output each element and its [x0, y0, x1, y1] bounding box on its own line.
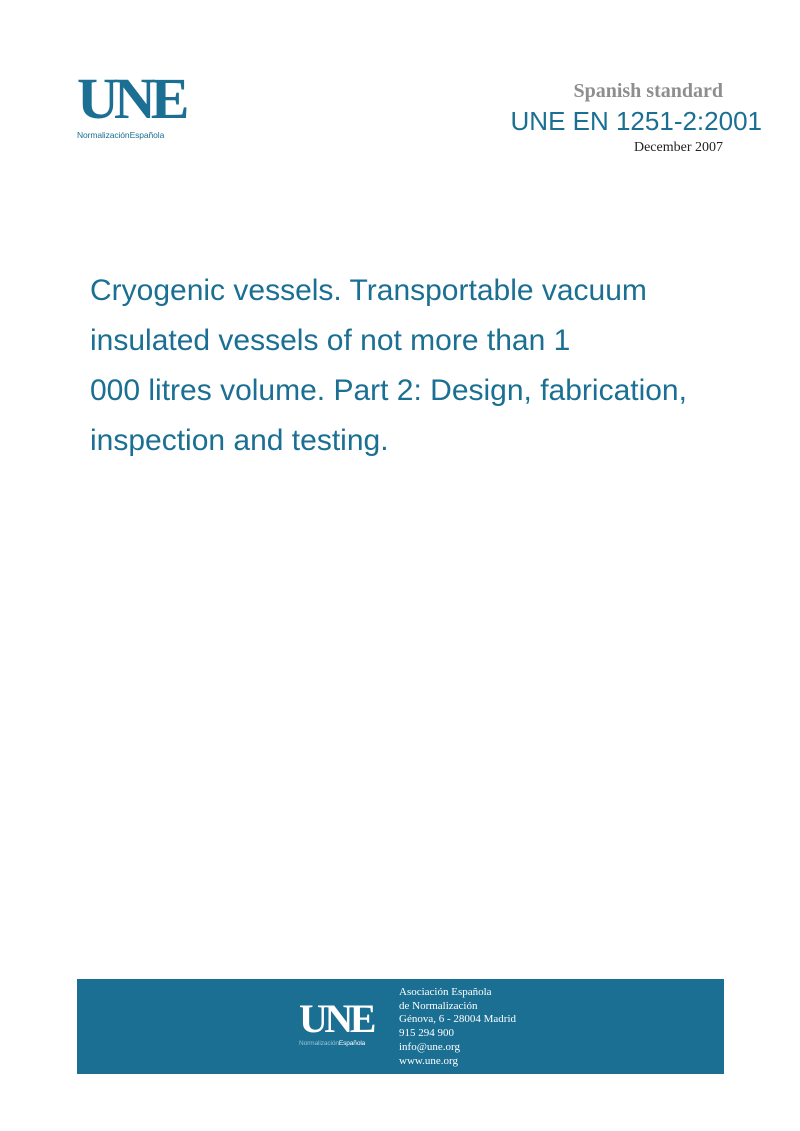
une-logo-wordmark: UNE [77, 66, 185, 131]
document-title [90, 266, 750, 466]
title-line: 000 litres volume. Part 2: Design, fabrication, [90, 374, 687, 407]
standard-date: December 2007 [633, 140, 723, 155]
standard-kind-label: Spanish standard [573, 80, 723, 102]
footer-street-address: Génova, 6 - 28004 Madrid [399, 1013, 517, 1026]
footer-org-name-line1: Asociación Española [399, 986, 492, 998]
title-line: inspection and testing. [90, 424, 389, 457]
footer-logo-wordmark: UNE [299, 996, 373, 1041]
standard-header [442, 78, 762, 158]
title-line: insulated vessels of not more than 1 [90, 324, 571, 357]
footer-logo-tagline-part1: Normalización [299, 1040, 339, 1047]
footer-band [77, 979, 724, 1074]
title-line: Cryogenic vessels. Transportable vacuum [90, 274, 647, 307]
footer-website: www.une.org [399, 1054, 458, 1067]
footer-logo-tagline [299, 1040, 389, 1047]
standard-code: UNE EN 1251-2:2001 [510, 106, 762, 136]
footer-logo-tagline-part2: Española [338, 1040, 366, 1047]
logo-tagline-part2: Española [129, 130, 165, 140]
footer-address [399, 986, 516, 1068]
footer-email: info@une.org [399, 1040, 460, 1053]
footer-une-logo [299, 996, 389, 1051]
logo-tagline-part1: Normalización [77, 130, 130, 140]
une-logo [77, 66, 207, 144]
footer-phone: 915 294 900 [399, 1027, 454, 1040]
une-logo-tagline [77, 130, 207, 140]
footer-org-name-line2: de Normalización [399, 999, 478, 1012]
